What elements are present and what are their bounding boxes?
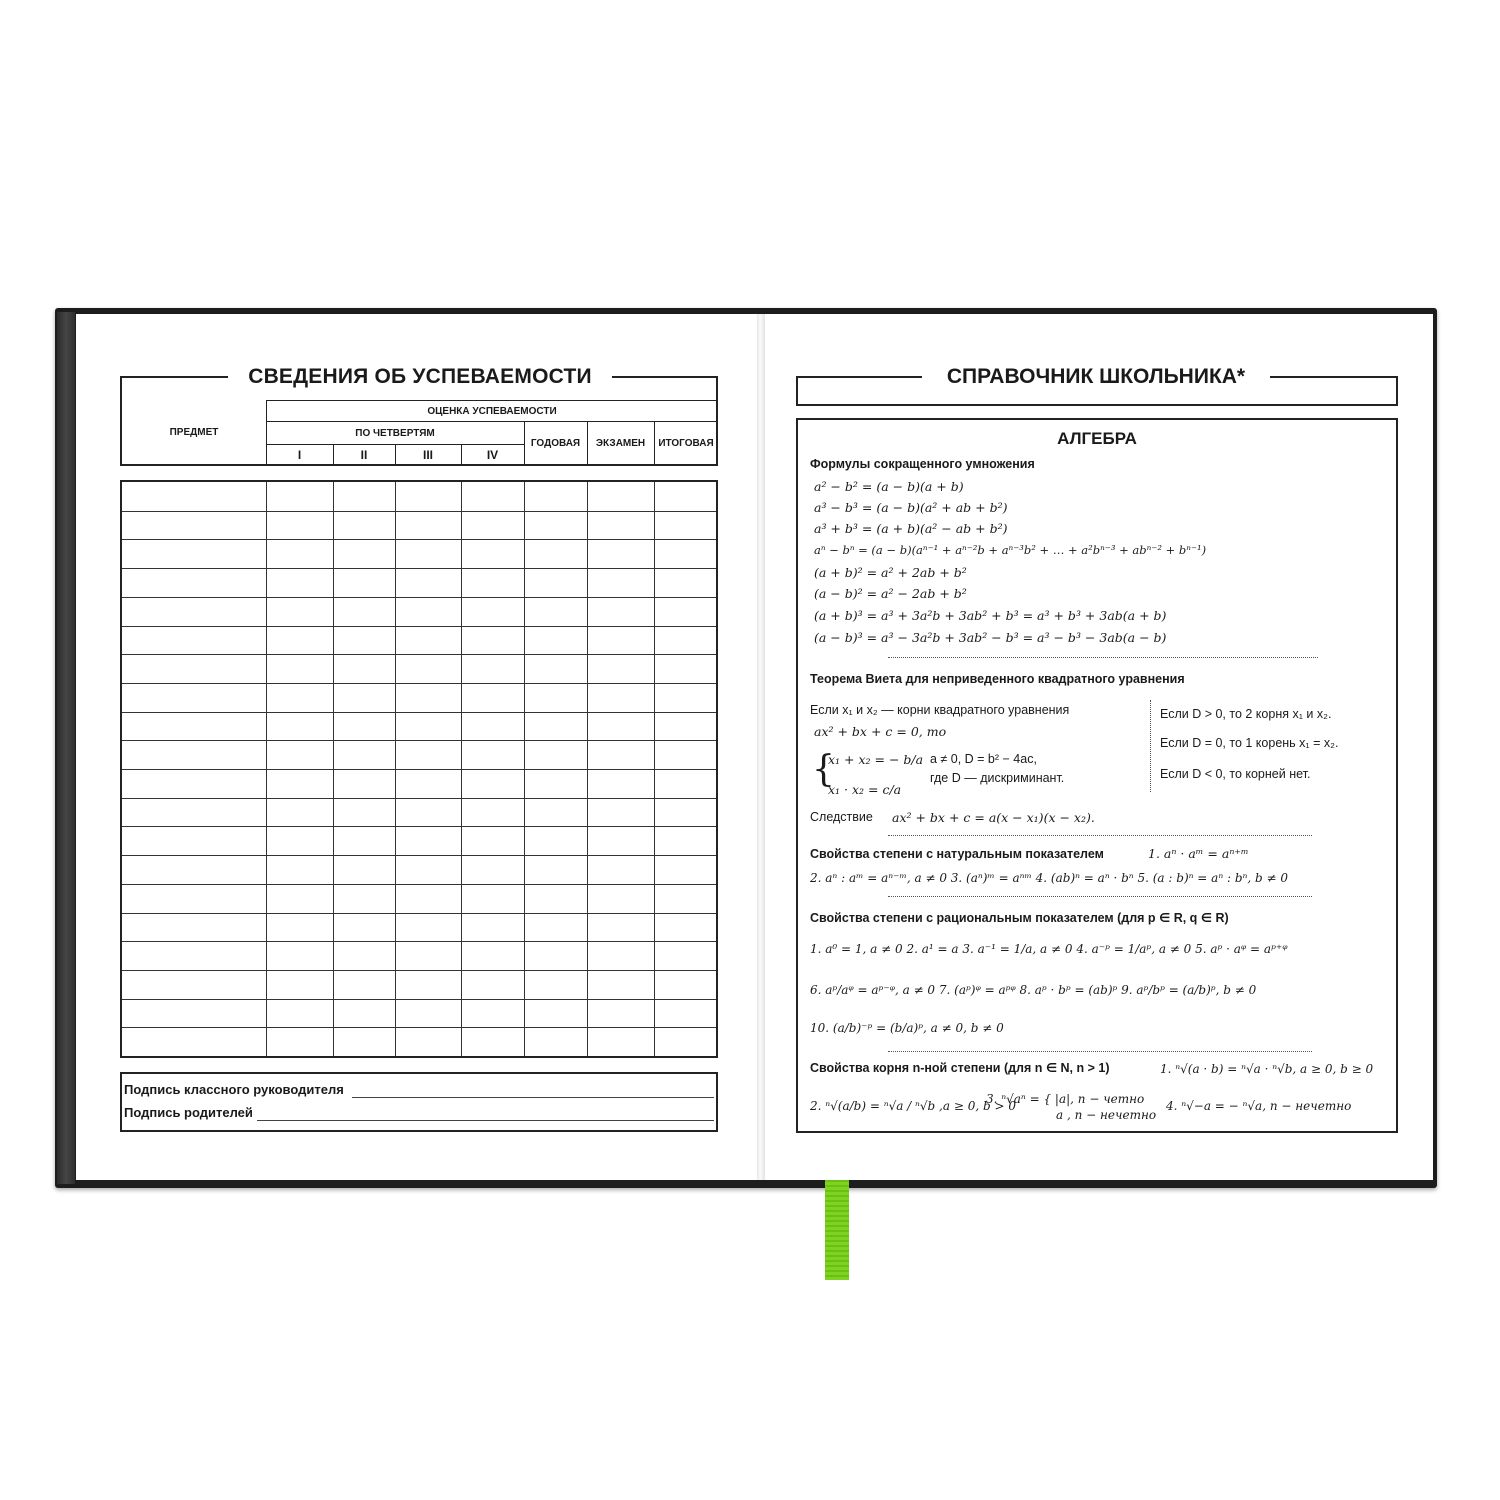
grid-row-line <box>122 884 716 885</box>
grid-row-line <box>122 913 716 914</box>
algebra-heading: АЛГЕБРА <box>1057 429 1137 448</box>
discriminant-case: Если D < 0, то корней нет. <box>1160 767 1311 781</box>
grid-row-line <box>122 539 716 540</box>
dotted-separator <box>888 896 1312 897</box>
header-annual: ГОДОВАЯ <box>530 438 581 449</box>
discriminant-case: Если D = 0, то 1 корень x₁ = x₂. <box>1160 736 1339 750</box>
grid-row-line <box>122 941 716 942</box>
header-q4: IV <box>486 448 499 462</box>
vieta-title: Теорема Виета для неприведенного квадратного уравнения <box>810 672 1185 686</box>
grid-row-line <box>122 712 716 713</box>
grid-column-line <box>654 482 655 1056</box>
grid-column-line <box>461 482 462 1056</box>
natural-power-rule: 1. aⁿ · aᵐ = aⁿ⁺ᵐ <box>1148 846 1249 861</box>
signature-box <box>120 1072 718 1132</box>
abbrev-mult-title: Формулы сокращенного умножения <box>810 457 1035 471</box>
rational-power-rules: 10. (a/b)⁻ᵖ = (b/a)ᵖ, a ≠ 0, b ≠ 0 <box>810 1021 1004 1035</box>
grid-row-line <box>122 855 716 856</box>
rational-power-rules: 6. aᵖ/aᵠ = aᵖ⁻ᵠ, a ≠ 0 7. (aᵖ)ᵠ = aᵖᵠ 8. aᵖ · bᵖ = (ab)ᵖ 9. aᵖ/bᵖ = (a/b)ᵖ, b ≠ 0 <box>810 983 1257 997</box>
system-brace: { <box>812 749 835 790</box>
vieta-corollary-label: Следствие <box>810 810 873 824</box>
natural-power-rules: 2. aⁿ : aᵐ = aⁿ⁻ᵐ, a ≠ 0 3. (aⁿ)ᵐ = aⁿᵐ 4. (ab)ⁿ = aⁿ · bⁿ 5. (a : b)ⁿ = aⁿ : bⁿ, b ≠ 0 <box>810 871 1289 885</box>
grid-row-line <box>122 970 716 971</box>
grid-row-line <box>122 1027 716 1028</box>
teacher-signature-line[interactable] <box>352 1097 714 1098</box>
formula-line: (a + b)³ = a³ + 3a²b + 3ab² + b³ = a³ + b³ + 3ab(a + b) <box>814 608 1167 623</box>
grid-row-line <box>122 568 716 569</box>
grid-row-line <box>122 740 716 741</box>
header-subject: ПРЕДМЕТ <box>169 426 219 438</box>
vieta-line1: Если x₁ и x₂ — корни квадратного уравнения <box>810 703 1070 717</box>
vieta-line2: ax² + bx + c = 0, то <box>814 724 947 739</box>
root-rule: 2. ⁿ√(a/b) = ⁿ√a / ⁿ√b ,a ≥ 0, b > 0 <box>810 1099 1016 1113</box>
formula-line: (a + b)² = a² + 2ab + b² <box>814 565 967 580</box>
header-exam: ЭКЗАМЕН <box>595 438 646 449</box>
dotted-separator <box>888 835 1312 836</box>
grid-row-line <box>122 769 716 770</box>
grid-row-line <box>122 683 716 684</box>
dotted-separator <box>888 1051 1312 1052</box>
rational-power-title: Свойства степени с рациональным показателем (для p ∈ R, q ∈ R) <box>810 911 1229 925</box>
left-page-title: СВЕДЕНИЯ ОБ УСПЕВАЕМОСТИ <box>228 364 612 390</box>
discriminant-case: Если D > 0, то 2 корня x₁ и x₂. <box>1160 707 1332 721</box>
grid-row-line <box>122 654 716 655</box>
grid-column-line <box>395 482 396 1056</box>
formula-line: (a − b)³ = a³ − 3a²b + 3ab² − b³ = a³ − b³ − 3ab(a − b) <box>814 630 1167 645</box>
root-rule: 3. ⁿ√aⁿ = { |a|, n − четно <box>986 1092 1145 1106</box>
vieta-product: x₁ · x₂ = c/a <box>828 782 902 797</box>
header-q2: II <box>360 448 368 462</box>
formula-line: a³ − b³ = (a − b)(a² + ab + b²) <box>814 500 1008 515</box>
vieta-condition: a ≠ 0, D = b² − 4ac, <box>930 752 1037 766</box>
grid-row-line <box>122 826 716 827</box>
grades-grid[interactable] <box>120 480 718 1058</box>
root-rule: a , n − нечетно <box>1056 1108 1157 1122</box>
grid-column-line <box>524 482 525 1056</box>
dotted-separator <box>888 657 1318 658</box>
teacher-signature-label: Подпись классного руководителя <box>124 1082 344 1097</box>
vieta-sum: x₁ + x₂ = − b/a <box>828 752 924 767</box>
vieta-corollary: ax² + bx + c = a(x − x₁)(x − x₂). <box>892 810 1095 825</box>
dotted-divider <box>1150 700 1151 792</box>
grid-row-line <box>122 626 716 627</box>
header-grades: ОЦЕНКА УСПЕВАЕМОСТИ <box>427 405 557 417</box>
page-gutter <box>757 314 765 1180</box>
formula-line: (a − b)² = a² − 2ab + b² <box>814 586 967 601</box>
grid-row-line <box>122 798 716 799</box>
parents-signature-label: Подпись родителей <box>124 1105 253 1120</box>
grid-row-line <box>122 597 716 598</box>
root-rule: 4. ⁿ√−a = − ⁿ√a, n − нечетно <box>1166 1099 1352 1113</box>
grid-column-line <box>587 482 588 1056</box>
formula-line: aⁿ − bⁿ = (a − b)(aⁿ⁻¹ + aⁿ⁻²b + aⁿ⁻³b² + … + a²bⁿ⁻³ + abⁿ⁻² + bⁿ⁻¹) <box>814 543 1207 557</box>
grid-row-line <box>122 999 716 1000</box>
bookmark-ribbon[interactable] <box>825 1180 849 1280</box>
root-title: Свойства корня n-ной степени (для n ∈ N, n > 1) <box>810 1061 1110 1075</box>
formula-line: a³ + b³ = (a + b)(a² − ab + b²) <box>814 521 1008 536</box>
header-quarters: ПО ЧЕТВЕРТЯМ <box>355 427 435 439</box>
grid-column-line <box>333 482 334 1056</box>
parents-signature-line[interactable] <box>257 1120 714 1121</box>
rational-power-rules: 1. a⁰ = 1, a ≠ 0 2. a¹ = a 3. a⁻¹ = 1/a, a ≠ 0 4. a⁻ᵖ = 1/aᵖ, a ≠ 0 5. aᵖ · aᵠ = aᵖ⁺ᵠ <box>810 942 1288 956</box>
root-rule: 1. ⁿ√(a · b) = ⁿ√a · ⁿ√b, a ≥ 0, b ≥ 0 <box>1160 1062 1374 1076</box>
vieta-discriminant-note: где D — дискриминант. <box>930 771 1065 785</box>
header-q3: III <box>422 448 433 462</box>
grid-column-line <box>266 482 267 1056</box>
header-q1: I <box>297 448 302 462</box>
header-final: ИТОГОВАЯ <box>658 438 714 449</box>
formula-line: a² − b² = (a − b)(a + b) <box>814 479 964 494</box>
right-page-title: СПРАВОЧНИК ШКОЛЬНИКА* <box>922 364 1270 390</box>
grid-row-line <box>122 511 716 512</box>
natural-power-title: Свойства степени с натуральным показателем <box>810 847 1104 861</box>
